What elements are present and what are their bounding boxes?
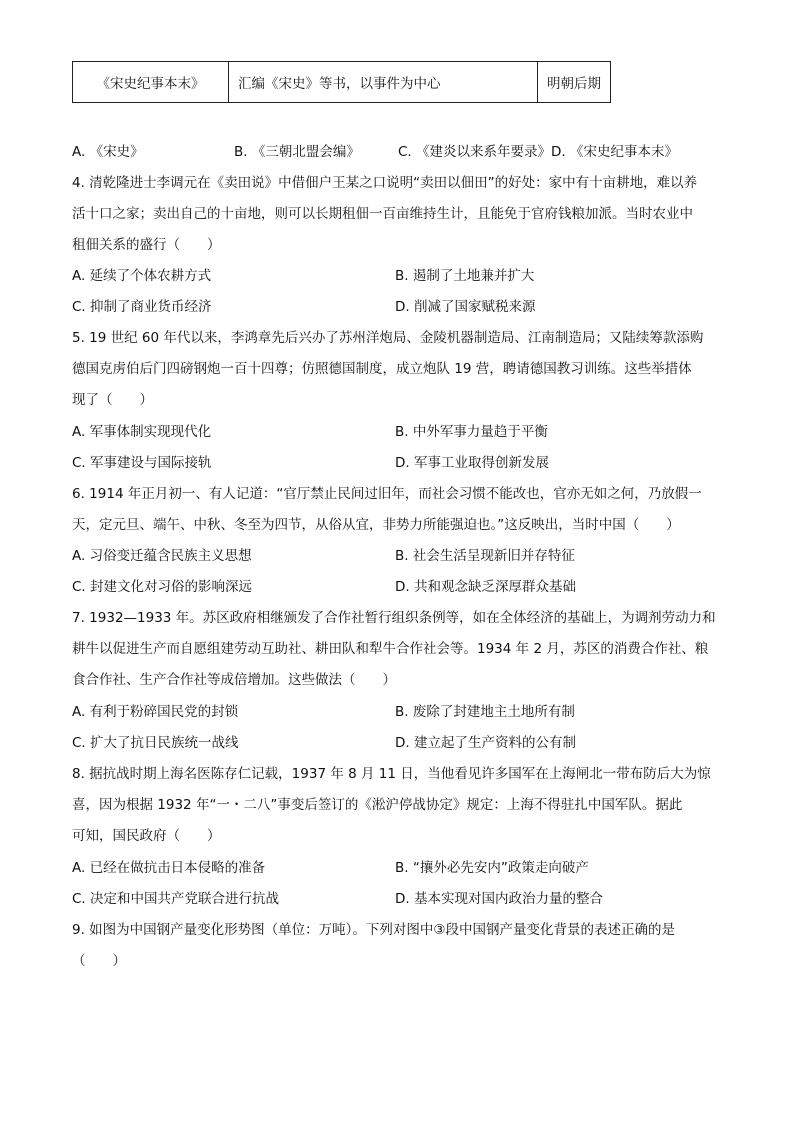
q6-option-b: B. 社会生活呈现新旧并存特征: [395, 548, 575, 564]
table-cell-description: 汇编《宋史》等书，以事件为中心: [229, 62, 538, 103]
q5-option-a: A. 军事体制实现现代化: [72, 424, 212, 440]
q7-stem-line-3: 食合作社、生产合作社等成倍增加。这些做法（ ）: [72, 672, 396, 688]
q4-option-b: B. 遏制了土地兼并扩大: [395, 268, 535, 284]
q3-option-c: C. 《建炎以来系年要录》: [398, 144, 552, 160]
q3-options: [72, 142, 678, 162]
q7-option-c: C. 扩大了抗日民族统一战线: [72, 735, 239, 751]
table-cell-period: 明朝后期: [538, 62, 611, 103]
q9-stem-line-1: 9. 如图为中国钢产量变化形势图（单位：万吨）。下列对图中③段中国钢产量变化背景的表述正确的是: [72, 922, 676, 938]
q6-option-d: D. 共和观念缺乏深厚群众基础: [395, 579, 576, 595]
q5-stem-line-2: 德国克虏伯后门四磅钢炮一百十四尊；仿照德国制度，成立炮队 19 营，聘请德国教习训练。这些举措体: [72, 361, 692, 377]
q3-option-a: A. 《宋史》: [72, 144, 144, 160]
q3-option-d: D. 《宋史纪事本末》: [551, 144, 678, 160]
q8-option-d: D. 基本实现对国内政治力量的整合: [395, 891, 603, 907]
q4-option-c: C. 抑制了商业货币经济: [72, 299, 212, 315]
q6-option-a: A. 习俗变迁蕴含民族主义思想: [72, 548, 252, 564]
table-cell-title: 《宋史纪事本末》: [73, 62, 229, 103]
q4-option-d: D. 削减了国家赋税来源: [395, 299, 536, 315]
q8-stem-line-1: 8. 据抗战时期上海名医陈存仁记载，1937 年 8 月 11 日，当他看见许多国军在上海闸北一带布防后大为惊: [72, 766, 711, 782]
q7-stem-line-1: 7. 1932—1933 年。苏区政府相继颁发了合作社暂行组织条例等，如在全体经济的基础上，为调剂劳动力和: [72, 610, 716, 626]
q6-stem-line-1: 6. 1914 年正月初一、有人记道：“官厅禁止民间过旧年，而社会习惯不能改也，官亦无如之何，乃放假一: [72, 486, 702, 502]
q5-stem-line-1: 5. 19 世纪 60 年代以来，李鸿章先后兴办了苏州洋炮局、金陵机器制造局、江南制造局；又陆续筹款添购: [72, 330, 704, 346]
q4-stem-line-3: 租佃关系的盛行（ ）: [72, 237, 221, 253]
q6-stem-line-2: 天，定元旦、端午、中秋、冬至为四节，从俗从宜，非势力所能强迫也。”这反映出，当时中国（ ）: [72, 517, 680, 533]
q5-option-d: D. 军事工业取得创新发展: [395, 455, 549, 471]
q4-option-a: A. 延续了个体农耕方式: [72, 268, 212, 284]
q8-option-b: B. “攘外必先安内”政策走向破产: [395, 860, 589, 876]
q4-stem-line-2: 活十口之家；卖出自己的十亩地，则可以长期租佃一百亩维持生计，且能免于官府钱粮加派。当时农业中: [72, 206, 693, 222]
q6-option-c: C. 封建文化对习俗的影响深远: [72, 579, 253, 595]
q5-option-c: C. 军事建设与国际接轨: [72, 455, 212, 471]
q5-stem-line-3: 现了（ ）: [72, 392, 153, 408]
q3-option-b: B. 《三朝北盟会编》: [234, 144, 360, 160]
q9-stem-line-2: （ ）: [72, 953, 126, 969]
q7-option-d: D. 建立起了生产资料的公有制: [395, 735, 576, 751]
q8-stem-line-2: 喜，因为根据 1932 年“一・二八”事变后签订的《淞沪停战协定》规定：上海不得驻扎中国军队。据此: [72, 797, 683, 813]
q5-option-b: B. 中外军事力量趋于平衡: [395, 424, 548, 440]
q7-option-a: A. 有利于粉碎国民党的封锁: [72, 704, 239, 720]
q8-option-c: C. 决定和中国共产党联合进行抗战: [72, 891, 280, 907]
q8-stem-line-3: 可知，国民政府（ ）: [72, 828, 221, 844]
q7-option-b: B. 废除了封建地主土地所有制: [395, 704, 575, 720]
table-row: [73, 62, 611, 103]
q8-option-a: A. 已经在做抗击日本侵略的准备: [72, 860, 266, 876]
q7-stem-line-2: 耕牛以促进生产而自愿组建劳动互助社、耕田队和犁牛合作社会等。1934 年 2 月，苏区的消费合作社、粮: [72, 641, 709, 657]
q4-stem-line-1: 4. 清乾隆进士李调元在《卖田说》中借佃户王某之口说明“卖田以佃田”的好处：家中有十亩耕地，难以养: [72, 175, 698, 191]
source-table: [72, 61, 611, 103]
